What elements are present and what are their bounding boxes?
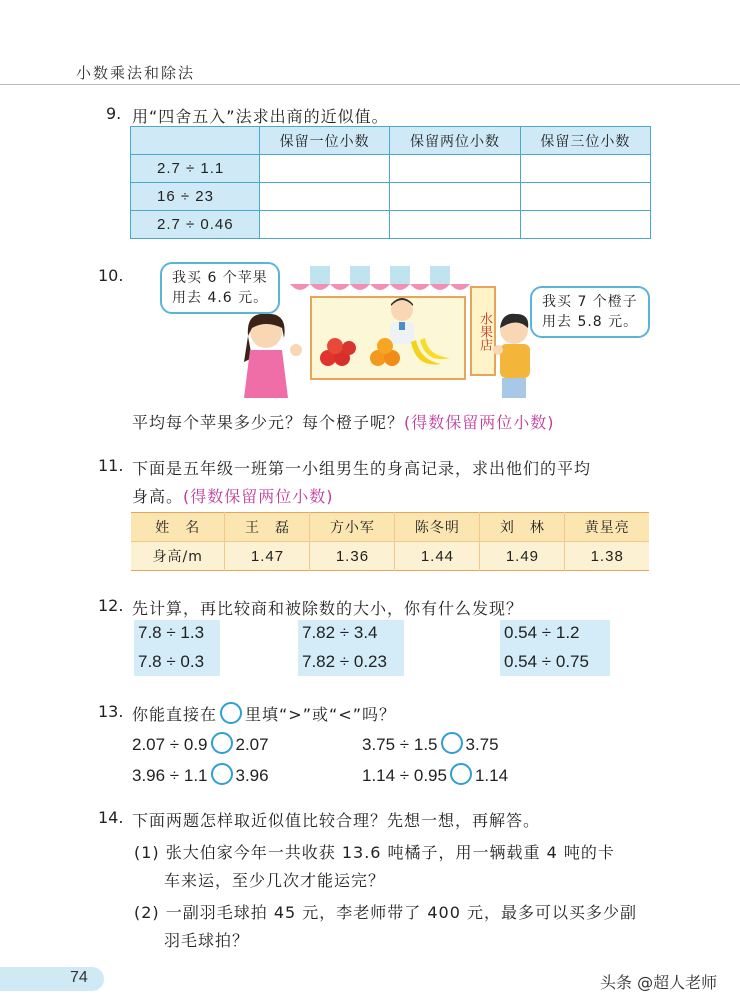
- page-number-tab: [0, 967, 104, 991]
- shop-awning-icon: [290, 266, 470, 296]
- row-header-name: 姓 名: [131, 513, 225, 542]
- speech-bubble-left: [160, 262, 280, 314]
- q9-table-header-row: [131, 127, 651, 155]
- student-name: 王 磊: [225, 513, 310, 542]
- q9-text: 用“四舍五入”法求出商的近似值。: [132, 107, 389, 126]
- q13-comparison: [132, 763, 269, 786]
- q12-expression: 0.54 ÷ 1.2: [504, 623, 580, 642]
- answer-cell[interactable]: [520, 211, 650, 239]
- bubble-left-line1: 我买 6 个苹果: [172, 270, 268, 286]
- answer-cell[interactable]: [260, 155, 390, 183]
- q9-table: [130, 126, 651, 239]
- watermark: 头条 @超人老师: [600, 973, 718, 992]
- q12-expression: 0.54 ÷ 0.75: [504, 652, 589, 671]
- girl-icon: [238, 310, 308, 402]
- answer-cell[interactable]: [260, 211, 390, 239]
- q13-left: 3.75 ÷ 1.5: [362, 735, 438, 754]
- q13-comparison: [362, 763, 508, 786]
- answer-cell[interactable]: [260, 183, 390, 211]
- comparison-circle[interactable]: [211, 732, 233, 754]
- q9-header-col: 保留三位小数: [520, 127, 650, 155]
- q14-number: 14.: [98, 808, 124, 827]
- table-row: [131, 183, 651, 211]
- answer-cell[interactable]: [390, 183, 520, 211]
- q9-expression: 16 ÷ 23: [131, 183, 260, 211]
- q14-part1-line1: (1) 张大伯家今年一共收获 13.6 吨橘子，用一辆载重 4 吨的卡: [134, 843, 615, 862]
- table-row: [131, 155, 651, 183]
- answer-cell[interactable]: [520, 155, 650, 183]
- student-height: 1.49: [480, 542, 565, 571]
- q13-number: 13.: [98, 702, 124, 721]
- q14-part2-line2: 羽毛球拍？: [164, 931, 250, 950]
- answer-cell[interactable]: [520, 183, 650, 211]
- student-height: 1.38: [565, 542, 649, 571]
- comparison-circle[interactable]: [211, 763, 233, 785]
- q12-expression: 7.82 ÷ 0.23: [302, 652, 387, 671]
- speech-bubble-right: [530, 286, 650, 338]
- shop-sign: 水果店: [470, 286, 496, 376]
- circle-blank-icon: [220, 702, 242, 724]
- q12-expression: 7.8 ÷ 0.3: [138, 652, 205, 671]
- q12-number: 12.: [98, 596, 124, 615]
- q11-text-line2-main: 身高。: [132, 487, 184, 506]
- student-height: 1.47: [225, 542, 310, 571]
- student-name: 陈冬明: [395, 513, 480, 542]
- student-name: 刘 林: [480, 513, 565, 542]
- bubble-right-line2: 用去 5.8 元。: [542, 314, 639, 330]
- bubble-left-line2: 用去 4.6 元。: [172, 290, 269, 306]
- q11-note: (得数保留两位小数): [183, 487, 334, 506]
- q14-part2-line1: (2) 一副羽毛球拍 45 元，李老师带了 400 元，最多可以买多少副: [134, 903, 637, 922]
- q13-text-before: 你能直接在: [132, 705, 218, 724]
- fruit-display-icon: [316, 332, 456, 372]
- q14-part1-line2: 车来运，至少几次才能运完？: [164, 871, 386, 890]
- q11-text-line1: 下面是五年级一班第一小组男生的身高记录，求出他们的平均: [132, 459, 592, 478]
- q9-number: 9.: [106, 104, 122, 123]
- q10-number: 10.: [98, 266, 124, 285]
- q9-header-col: 保留两位小数: [390, 127, 520, 155]
- q13-text: [132, 702, 396, 725]
- q10-note: (得数保留两位小数): [404, 413, 555, 432]
- q13-right: 3.75: [465, 735, 499, 754]
- table-row: [131, 542, 649, 571]
- q13-comparison: [132, 732, 269, 755]
- row-header-height: 身高/m: [131, 542, 225, 571]
- table-row: [131, 211, 651, 239]
- bubble-right-line1: 我买 7 个橙子: [542, 294, 638, 310]
- comparison-circle[interactable]: [450, 763, 472, 785]
- q9-header-col: 保留一位小数: [260, 127, 390, 155]
- header-divider: [0, 84, 740, 85]
- student-height: 1.44: [395, 542, 480, 571]
- q10-question: [132, 410, 555, 433]
- table-row: [131, 513, 649, 542]
- q10-question-text: 平均每个苹果多少元？每个橙子呢？: [132, 413, 405, 432]
- q11-height-table: [131, 512, 649, 571]
- q13-right: 2.07: [235, 735, 269, 754]
- q13-left: 1.14 ÷ 0.95: [362, 766, 447, 785]
- q12-expression: 7.8 ÷ 1.3: [138, 623, 205, 642]
- fruit-shop-illustration: [160, 262, 650, 402]
- q9-expression: 2.7 ÷ 1.1: [131, 155, 260, 183]
- q11-number: 11.: [98, 456, 124, 475]
- q9-expression: 2.7 ÷ 0.46: [131, 211, 260, 239]
- answer-cell[interactable]: [390, 211, 520, 239]
- student-height: 1.36: [310, 542, 395, 571]
- q12-text: 先计算，再比较商和被除数的大小，你有什么发现？: [132, 599, 524, 618]
- q13-text-after: 里填“>”或“<”吗？: [245, 705, 396, 724]
- section-title: 小数乘法和除法: [76, 64, 196, 82]
- q13-right: 3.96: [235, 766, 269, 785]
- q13-left: 2.07 ÷ 0.9: [132, 735, 208, 754]
- q9-header-blank: [131, 127, 260, 155]
- q13-comparison: [362, 732, 499, 755]
- q13-right: 1.14: [474, 766, 509, 785]
- comparison-circle[interactable]: [441, 732, 463, 754]
- student-name: 黄星亮: [565, 513, 649, 542]
- answer-cell[interactable]: [390, 155, 520, 183]
- student-name: 方小军: [310, 513, 395, 542]
- q13-left: 3.96 ÷ 1.1: [132, 766, 208, 785]
- q14-text: 下面两题怎样取近似值比较合理？先想一想，再解答。: [132, 811, 541, 830]
- q12-expression: 7.82 ÷ 3.4: [302, 623, 378, 642]
- q11-text-line2: [132, 484, 334, 507]
- page-number: 74: [70, 969, 88, 986]
